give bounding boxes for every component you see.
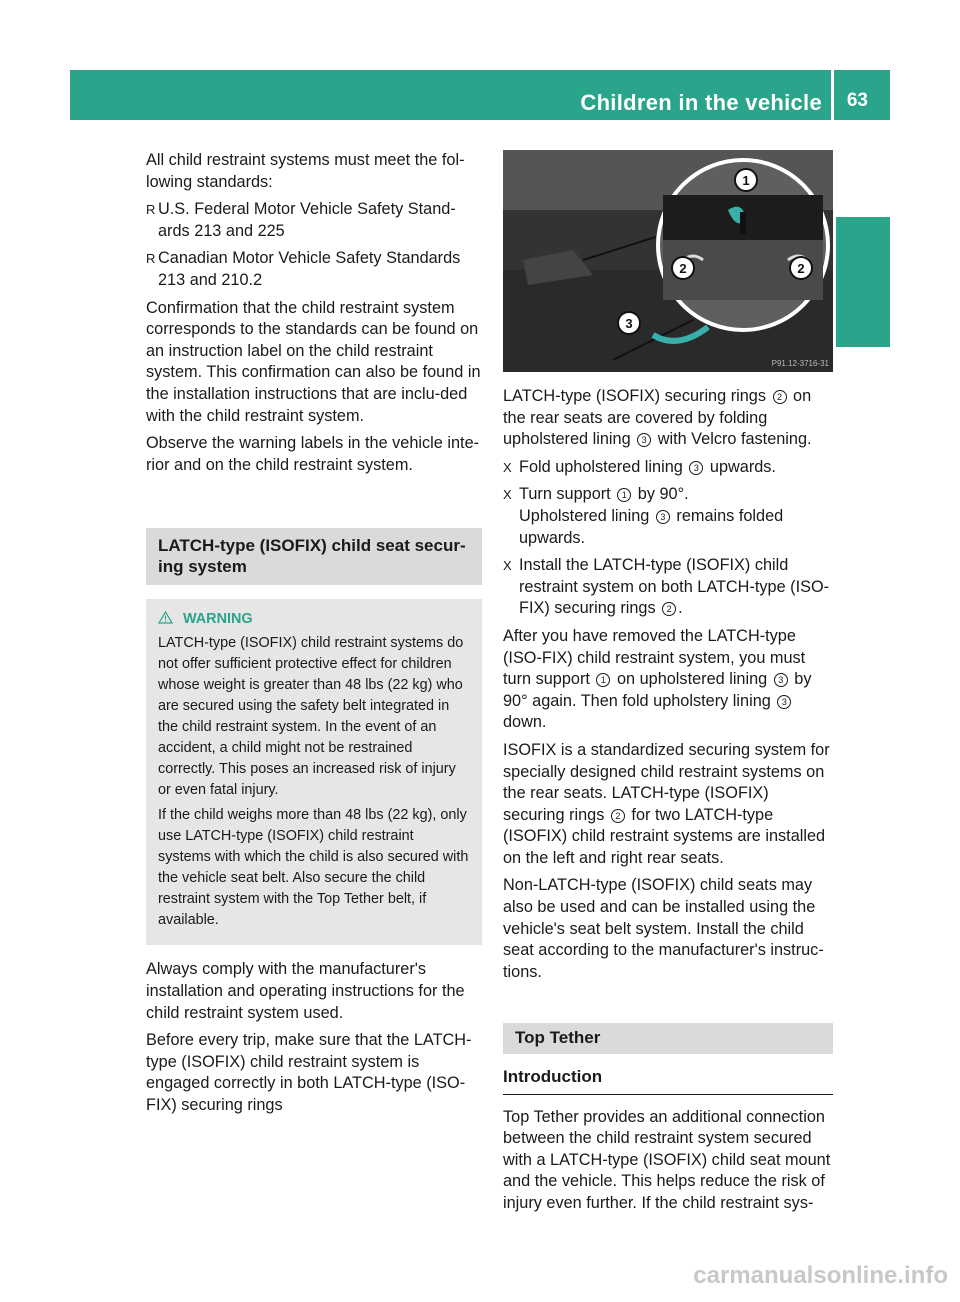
list-item-text: U.S. Federal Motor Vehicle Safety Stand-ards 213 and 225 [158,200,456,240]
paragraph: Top Tether provides an additional connection between the child restraint system secured with a LATCH-type (ISOFIX) child seat mount and the vehicle. This helps reduce the risk of injury even further. If the child restraint sys- [503,1107,831,1212]
standards-intro: All child restraint systems must meet the fol-lowing standards: [146,151,465,191]
step-arrow-icon: X [503,459,512,475]
step-text: Fold upholstered lining [519,457,683,476]
isofix-illustration [503,150,833,372]
paragraph-text: by 90° again. Then fold upholstery lining [503,670,812,710]
step-text: by 90°. [637,485,689,504]
callout-number: 3 [774,673,788,687]
step-arrow-icon: X [503,558,512,574]
section-tab-label-box [836,257,890,323]
step-text: Upholstered lining [519,506,650,525]
callout-number: 2 [662,602,676,616]
section-heading: LATCH-type (ISOFIX) child seat secur-ing system [146,528,482,585]
paragraph [503,626,833,734]
paragraph-text: After you have removed the LATCH-type (ISO-FIX) child restraint system, you must turn support [503,626,806,689]
watermark: carmanualsonline.info [693,1262,948,1289]
callout-number: 3 [777,695,791,709]
callout-number: 1 [617,488,631,502]
left-column [146,150,482,1122]
paragraph-text: ISOFIX is a standardized securing system for specially designed child restraint systems on the rear seats. LATCH-type (ISOFIX) securing rings [503,740,830,824]
callout-number: 2 [611,809,625,823]
step-arrow-icon: X [503,487,512,503]
chapter-title: Children in the vehicle [580,90,822,115]
callout-number: 1 [596,673,610,687]
warning-paragraph: LATCH-type (ISOFIX) child restraint systems do not offer sufficient protective effect for children whose weight is greater than 48 lbs (22 kg) who are secured using the safety belt integrated in the child restraint system. In the event of an accident, a child might not be restrained correctly. This poses an increased risk of injury or even fatal injury. [158,635,464,799]
caption-text: on the rear seats are covered by folding upholstered lining [503,387,812,449]
page-number: 63 [846,90,868,111]
callout-number: 3 [656,510,670,524]
paragraph-text: for two LATCH-type (ISOFIX) child restraint systems are installed on the left and right rear seats. [503,805,826,867]
bullet-icon: R [146,202,156,218]
paragraph: Non-LATCH-type (ISOFIX) child seats may also be used and can be installed using the vehicle's seat belt system. Install the child seat according to the manufacturer's instruc-tions. [503,876,824,981]
isofix-photo [503,150,833,372]
paragraph: Observe the warning labels in the vehicle inte-rior and on the child restraint system. [146,434,480,474]
warning-box [146,599,482,945]
caption-text: with Velcro fastening. [657,430,812,449]
callout-label: 3 [625,316,633,331]
instruction-step [503,555,833,620]
section-heading-top-tether: Top Tether [503,1023,833,1054]
instruction-step [503,457,833,479]
header-bar [70,70,890,120]
image-code: P91.12-3716-31 [771,359,829,368]
callout-number: 3 [637,433,651,447]
section-tab-label: Safety [849,255,876,325]
list-item [146,248,482,291]
bullet-icon: R [146,251,156,267]
paragraph [503,740,833,870]
step-text: . [678,599,683,618]
step-text: remains folded upwards. [519,506,784,547]
instruction-step [503,484,833,549]
warning-title-text: WARNING [183,611,253,628]
paragraph: Always comply with the manufacturer's installation and operating instructions for the child restraint system used. [146,960,465,1022]
list-item-text: Canadian Motor Vehicle Safety Standards 213 and 210.2 [158,249,461,289]
callout-label: 1 [742,173,750,188]
step-text: upwards. [709,457,776,476]
subheading-introduction: Introduction [503,1066,833,1095]
callout-number: 2 [773,390,787,404]
paragraph-text: on upholstered lining [616,670,768,689]
caption [503,386,833,451]
header-divider [831,70,834,120]
paragraph: Before every trip, make sure that the LATCH-type (ISOFIX) child restraint system is engaged correctly in both LATCH-type (ISO-FIX) securing rings [146,1031,472,1114]
list-item [146,199,482,242]
callout-number: 3 [689,461,703,475]
callout-label: 2 [797,261,805,276]
caption-text: LATCH-type (ISOFIX) securing rings [503,387,766,405]
warning-triangle-icon [158,611,173,624]
step-text: Install the LATCH-type (ISOFIX) child restraint system on both LATCH-type (ISO-FIX) securing rings [519,556,830,618]
paragraph-text: down. [503,713,547,732]
callout-label: 2 [679,261,687,276]
paragraph: Confirmation that the child restraint system corresponds to the standards can be found on an instruction label on the child restraint system. This confirmation can also be found in the installation instructions that are inclu-ded with the child restraint system. [146,298,481,425]
right-column [503,150,833,1221]
step-text: Turn support [519,485,611,504]
warning-title [158,609,470,630]
warning-paragraph: If the child weighs more than 48 lbs (22 kg), only use LATCH-type (ISOFIX) child restraint systems with which the child is also secured with the vehicle seat belt. Also secure the child restraint system with the Top Tether belt, if available. [158,807,469,929]
